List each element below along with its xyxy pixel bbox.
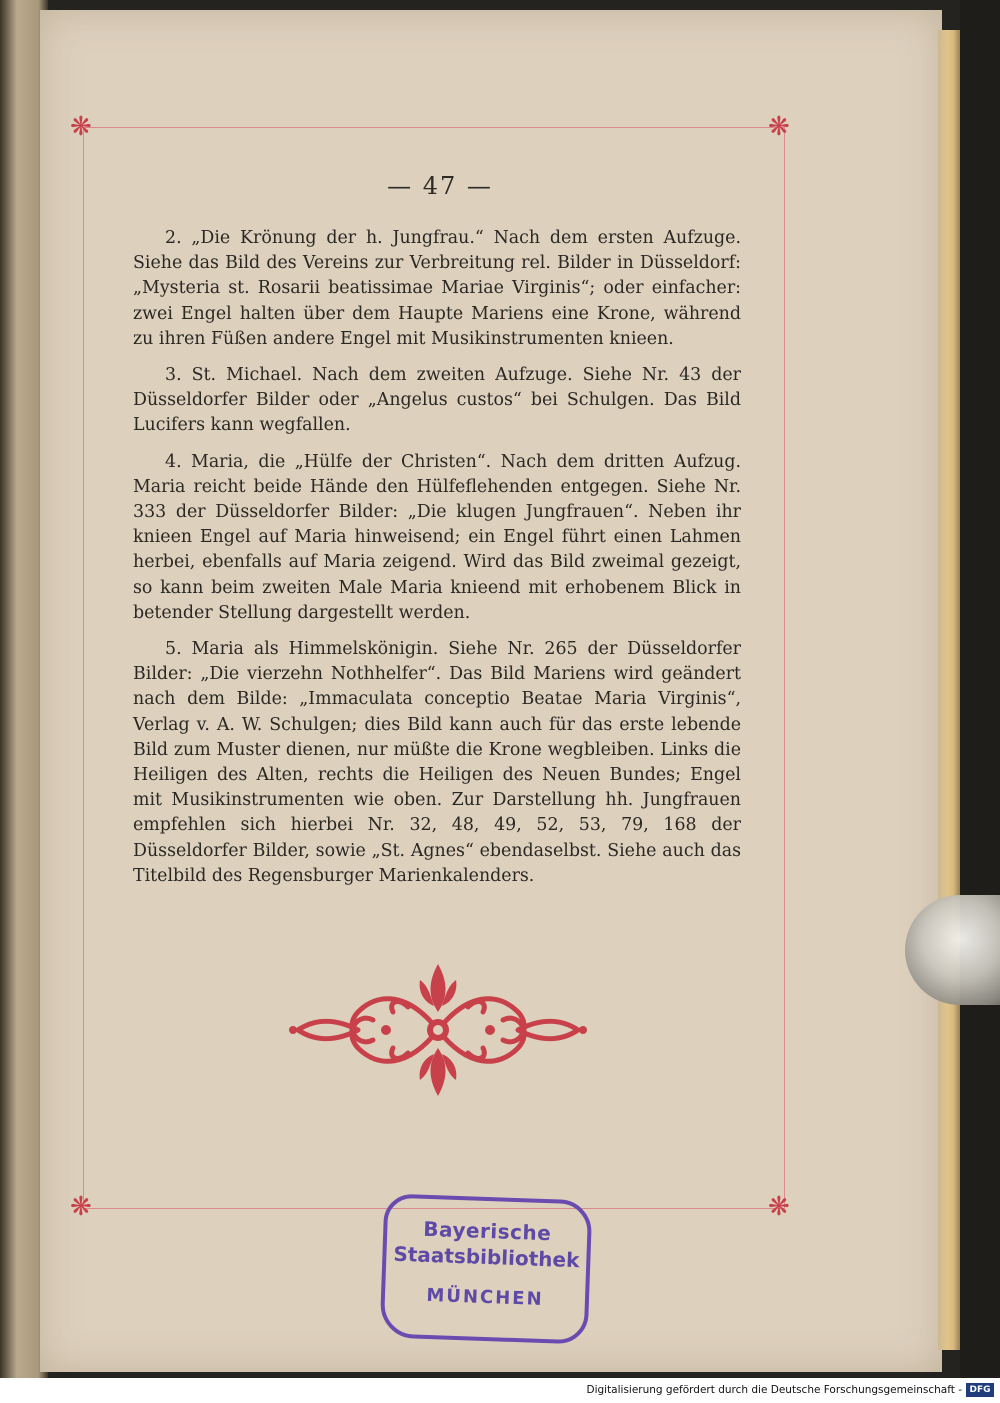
stamp-line: Bayerische (422, 1216, 552, 1246)
paragraph: 3. St. Michael. Nach dem zweiten Aufzuge. Siehe Nr. 43 der Düsseldorfer Bilder oder „Angelus custos“ bei Schulgen. Das Bild Lucifers kann wegfallen. (133, 365, 741, 436)
corner-ornament-icon: ❋ (768, 1192, 790, 1222)
paragraph: 4. Maria, die „Hülfe der Christen“. Nach dem dritten Aufzug. Maria reicht beide Hände den Hülfeflehenden entgegen. Siehe Nr. 333 der Düsseldorfer Bilder: „Die klugen Jungfrauen“. Neben ihr knieen Engel auf Maria hinweisend; ein Engel führt einen Lahmen herbei, ebenfalls auf Maria zeigend. Wird das Bild zweimal gezeigt, so kann beim zweiten Male Maria knieend mit erhobenem Blick in betender Stellung dargestellt werden. (133, 451, 741, 623)
stamp-line: Staatsbibliothek (393, 1241, 580, 1273)
paragraph: 2. „Die Krönung der h. Jungfrau.“ Nach dem ersten Aufzuge. Siehe das Bild des Vereins zur Verbreitung rel. Bilder in Düsseldorf: „Mysteria st. Rosarii beatissimae Mariae Virginis“; oder einfacher: zwei Engel halten über dem Haupte Mariens eine Krone, während zu ihren Füßen andere Engel mit Musikinstrumenten knieen. (133, 228, 741, 349)
library-stamp (380, 1193, 593, 1344)
corner-ornament-icon: ❋ (70, 112, 92, 142)
page-stack-edge (938, 30, 960, 1350)
body-text (133, 226, 741, 900)
floral-ornament-icon (288, 962, 588, 1098)
page-number: — 47 — (387, 172, 493, 200)
dfg-logo-icon[interactable]: DFG (966, 1383, 994, 1397)
footer-credit: Digitalisierung gefördert durch die Deutsche Forschungsgemeinschaft - (586, 1384, 962, 1396)
paragraph: 5. Maria als Himmelskönigin. Siehe Nr. 265 der Düsseldorfer Bilder: „Die vierzehn Nothhelfer“. Das Bild Mariens wird geändert nach dem Bilde: „Immaculata conceptio Beatae Maria Virginis“, Verlag v. A. W. Schulgen; dies Bild kann auch für das erste lebende Bild zum Muster dienen, nur müßte die Krone wegbleiben. Links die Heiligen des Alten, rechts die Heiligen des Neuen Bundes; Engel mit Musikinstrumenten wie oben. Zur Darstellung hh. Jungfrauen empfehlen sich hierbei Nr. 32, 48, 49, 52, 53, 79, 168 der Düsseldorfer Bilder, sowie „St. Agnes“ ebendaselbst. Siehe auch das Titelbild des Regensburger Marienkalenders. (133, 639, 741, 886)
stamp-line: MÜNCHEN (426, 1284, 544, 1311)
scan-background-right (960, 0, 1000, 1378)
corner-ornament-icon: ❋ (70, 1192, 92, 1222)
corner-ornament-icon: ❋ (768, 112, 790, 142)
footer-bar (0, 1378, 1000, 1403)
